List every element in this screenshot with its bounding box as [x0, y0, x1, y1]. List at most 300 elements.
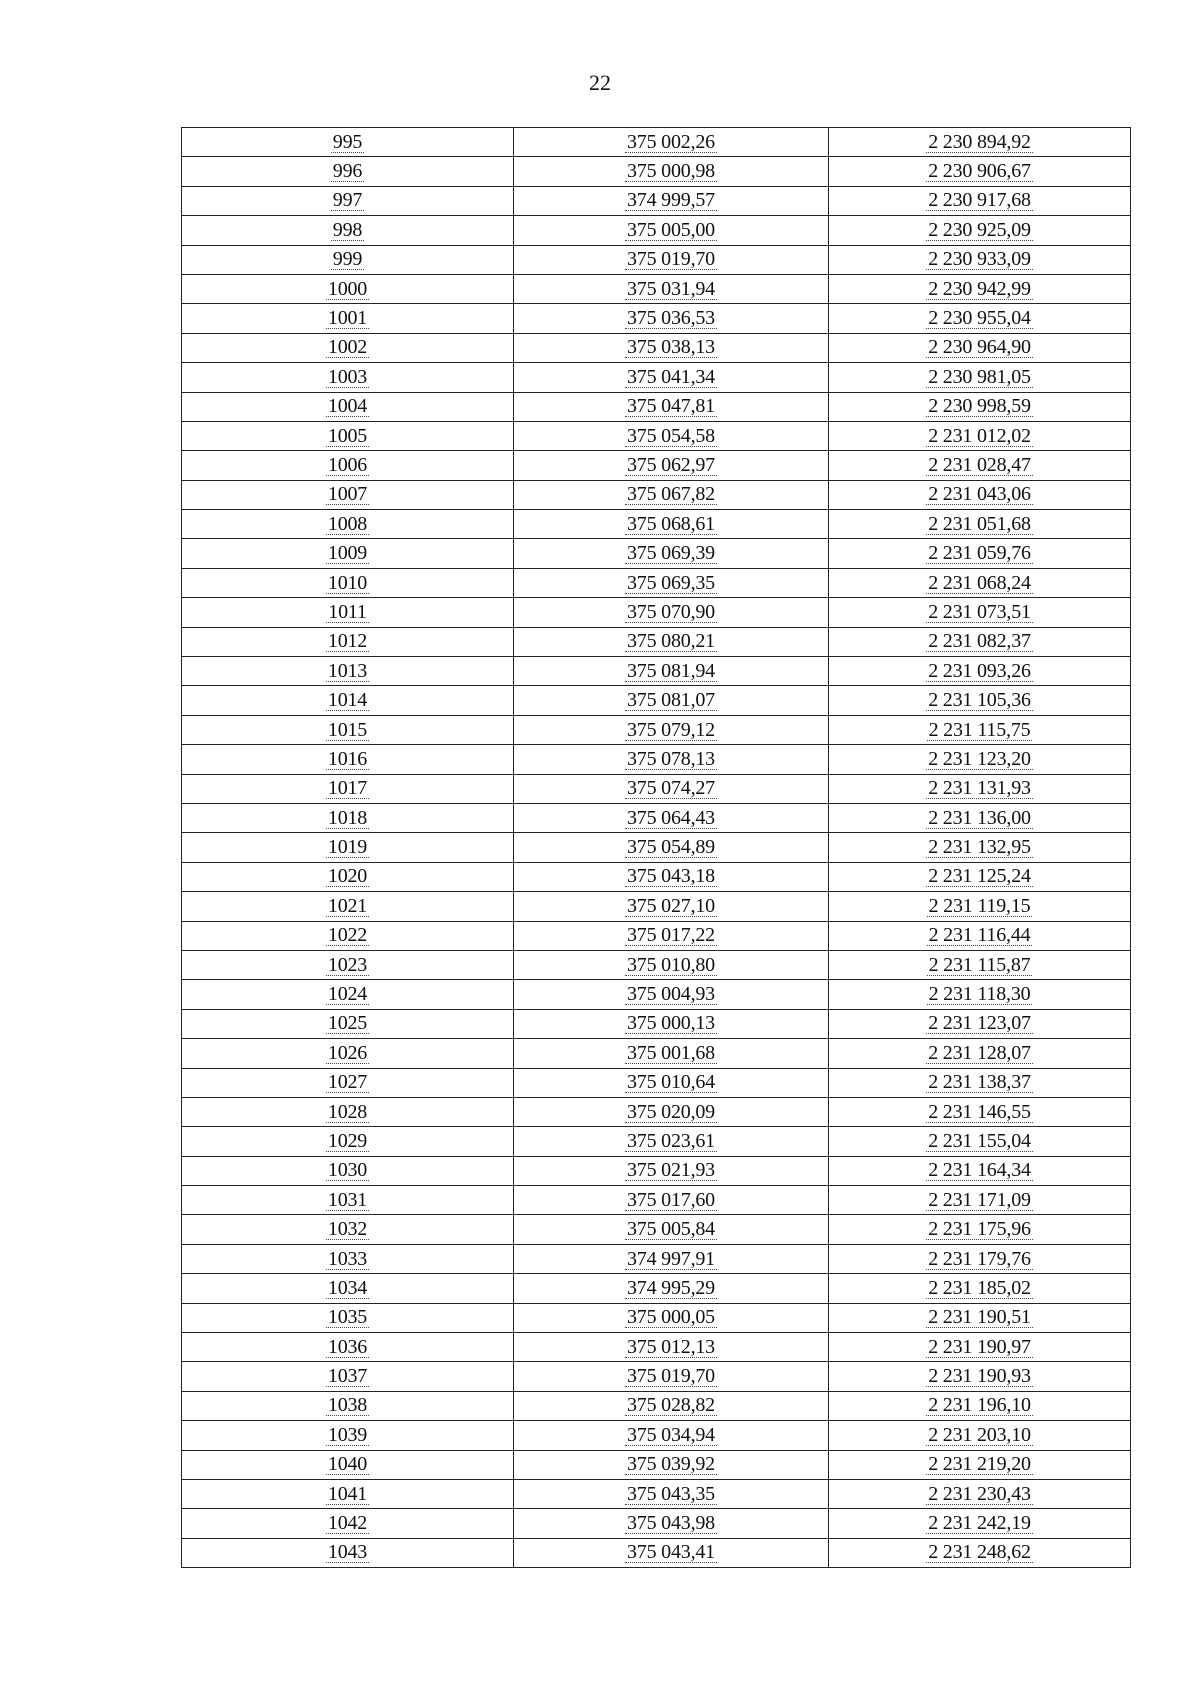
- y-coordinate-cell: [829, 1391, 1131, 1420]
- cell-value: 375 036,53: [626, 307, 715, 330]
- x-coordinate-cell: [514, 950, 829, 979]
- cell-value: 1012: [327, 630, 368, 653]
- y-coordinate-cell: [829, 304, 1131, 333]
- y-coordinate-cell: [829, 1186, 1131, 1215]
- cell-value: 2 231 051,68: [928, 512, 1031, 535]
- point-number-cell: [182, 950, 514, 979]
- cell-value: 375 000,13: [626, 1012, 715, 1035]
- cell-value: 375 010,64: [626, 1071, 715, 1094]
- cell-value: 2 231 203,10: [928, 1423, 1031, 1446]
- cell-value: 2 231 128,07: [928, 1041, 1031, 1064]
- cell-value: 375 054,89: [626, 836, 715, 859]
- cell-value: 375 005,00: [626, 218, 715, 241]
- x-coordinate-cell: [514, 1097, 829, 1126]
- cell-value: 1008: [327, 512, 368, 535]
- cell-value: 375 023,61: [626, 1129, 715, 1152]
- cell-value: 1033: [327, 1247, 368, 1270]
- table-row: [182, 833, 1131, 862]
- table-row: [182, 216, 1131, 245]
- cell-value: 1041: [327, 1482, 368, 1505]
- cell-value: 375 034,94: [626, 1423, 715, 1446]
- cell-value: 2 231 123,07: [928, 1012, 1031, 1035]
- point-number-cell: [182, 686, 514, 715]
- point-number-cell: [182, 1009, 514, 1038]
- point-number-cell: [182, 1274, 514, 1303]
- cell-value: 1006: [327, 453, 368, 476]
- y-coordinate-cell: [829, 1097, 1131, 1126]
- cell-value: 375 001,68: [626, 1041, 715, 1064]
- cell-value: 2 231 190,97: [928, 1335, 1031, 1358]
- cell-value: 1022: [327, 924, 368, 947]
- table-row: [182, 1156, 1131, 1185]
- y-coordinate-cell: [829, 363, 1131, 392]
- cell-value: 1020: [327, 865, 368, 888]
- point-number-cell: [182, 186, 514, 215]
- point-number-cell: [182, 627, 514, 656]
- cell-value: 374 997,91: [626, 1247, 715, 1270]
- cell-value: 375 080,21: [626, 630, 715, 653]
- cell-value: 2 231 190,51: [928, 1306, 1031, 1329]
- cell-value: 1035: [327, 1306, 368, 1329]
- point-number-cell: [182, 216, 514, 245]
- cell-value: 2 230 955,04: [928, 307, 1031, 330]
- table-row: [182, 304, 1131, 333]
- cell-value: 996: [332, 160, 363, 183]
- cell-value: 375 069,35: [626, 571, 715, 594]
- cell-value: 2 231 155,04: [928, 1129, 1031, 1152]
- table-row: [182, 1009, 1131, 1038]
- cell-value: 995: [332, 130, 363, 153]
- cell-value: 375 043,18: [626, 865, 715, 888]
- table-row: [182, 598, 1131, 627]
- cell-value: 2 231 012,02: [928, 424, 1031, 447]
- cell-value: 1015: [327, 718, 368, 741]
- table-row: [182, 451, 1131, 480]
- point-number-cell: [182, 480, 514, 509]
- table-row: [182, 1333, 1131, 1362]
- point-number-cell: [182, 1538, 514, 1567]
- x-coordinate-cell: [514, 568, 829, 597]
- table-row: [182, 186, 1131, 215]
- point-number-cell: [182, 1333, 514, 1362]
- point-number-cell: [182, 451, 514, 480]
- y-coordinate-cell: [829, 1362, 1131, 1391]
- cell-value: 2 231 175,96: [928, 1218, 1031, 1241]
- cell-value: 375 010,80: [626, 953, 715, 976]
- cell-value: 997: [332, 189, 363, 212]
- y-coordinate-cell: [829, 803, 1131, 832]
- table-row: [182, 421, 1131, 450]
- y-coordinate-cell: [829, 274, 1131, 303]
- y-coordinate-cell: [829, 1068, 1131, 1097]
- table-row: [182, 480, 1131, 509]
- cell-value: 1039: [327, 1423, 368, 1446]
- table-row: [182, 1068, 1131, 1097]
- y-coordinate-cell: [829, 216, 1131, 245]
- y-coordinate-cell: [829, 421, 1131, 450]
- y-coordinate-cell: [829, 1274, 1131, 1303]
- x-coordinate-cell: [514, 745, 829, 774]
- cell-value: 375 017,60: [626, 1188, 715, 1211]
- point-number-cell: [182, 1039, 514, 1068]
- point-number-cell: [182, 1450, 514, 1479]
- cell-value: 1014: [327, 689, 368, 712]
- cell-value: 2 231 136,00: [928, 806, 1031, 829]
- x-coordinate-cell: [514, 157, 829, 186]
- point-number-cell: [182, 304, 514, 333]
- point-number-cell: [182, 333, 514, 362]
- cell-value: 375 069,39: [626, 542, 715, 565]
- point-number-cell: [182, 980, 514, 1009]
- cell-value: 1011: [328, 600, 367, 623]
- cell-value: 374 999,57: [626, 189, 715, 212]
- x-coordinate-cell: [514, 803, 829, 832]
- x-coordinate-cell: [514, 363, 829, 392]
- x-coordinate-cell: [514, 686, 829, 715]
- cell-value: 2 231 082,37: [928, 630, 1031, 653]
- cell-value: 375 079,12: [626, 718, 715, 741]
- y-coordinate-cell: [829, 186, 1131, 215]
- cell-value: 2 231 230,43: [928, 1482, 1031, 1505]
- cell-value: 375 038,13: [626, 336, 715, 359]
- cell-value: 375 081,07: [626, 689, 715, 712]
- x-coordinate-cell: [514, 1479, 829, 1508]
- cell-value: 1021: [327, 894, 368, 917]
- x-coordinate-cell: [514, 921, 829, 950]
- cell-value: 2 231 116,44: [928, 924, 1031, 947]
- table-row: [182, 1097, 1131, 1126]
- point-number-cell: [182, 1509, 514, 1538]
- cell-value: 375 054,58: [626, 424, 715, 447]
- table-row: [182, 803, 1131, 832]
- cell-value: 2 231 219,20: [928, 1453, 1031, 1476]
- point-number-cell: [182, 1186, 514, 1215]
- x-coordinate-cell: [514, 128, 829, 157]
- x-coordinate-cell: [514, 627, 829, 656]
- point-number-cell: [182, 657, 514, 686]
- point-number-cell: [182, 715, 514, 744]
- y-coordinate-cell: [829, 1039, 1131, 1068]
- point-number-cell: [182, 510, 514, 539]
- point-number-cell: [182, 598, 514, 627]
- cell-value: 2 231 123,20: [928, 747, 1031, 770]
- cell-value: 998: [332, 218, 363, 241]
- cell-value: 1038: [327, 1394, 368, 1417]
- table-row: [182, 686, 1131, 715]
- cell-value: 1019: [327, 836, 368, 859]
- table-row: [182, 1039, 1131, 1068]
- x-coordinate-cell: [514, 216, 829, 245]
- cell-value: 375 017,22: [626, 924, 715, 947]
- table-row: [182, 1479, 1131, 1508]
- x-coordinate-cell: [514, 510, 829, 539]
- y-coordinate-cell: [829, 1215, 1131, 1244]
- x-coordinate-cell: [514, 333, 829, 362]
- x-coordinate-cell: [514, 480, 829, 509]
- table-row: [182, 921, 1131, 950]
- cell-value: 1043: [327, 1541, 368, 1564]
- cell-value: 375 064,43: [626, 806, 715, 829]
- cell-value: 375 081,94: [626, 659, 715, 682]
- x-coordinate-cell: [514, 1244, 829, 1273]
- y-coordinate-cell: [829, 333, 1131, 362]
- point-number-cell: [182, 539, 514, 568]
- table-row: [182, 1538, 1131, 1567]
- point-number-cell: [182, 862, 514, 891]
- table-row: [182, 245, 1131, 274]
- cell-value: 375 019,70: [626, 248, 715, 271]
- point-number-cell: [182, 1362, 514, 1391]
- y-coordinate-cell: [829, 451, 1131, 480]
- cell-value: 375 047,81: [626, 395, 715, 418]
- cell-value: 1009: [327, 542, 368, 565]
- point-number-cell: [182, 1391, 514, 1420]
- y-coordinate-cell: [829, 480, 1131, 509]
- x-coordinate-cell: [514, 1127, 829, 1156]
- x-coordinate-cell: [514, 833, 829, 862]
- cell-value: 1024: [327, 983, 368, 1006]
- cell-value: 375 068,61: [626, 512, 715, 535]
- cell-value: 1004: [327, 395, 368, 418]
- x-coordinate-cell: [514, 980, 829, 1009]
- x-coordinate-cell: [514, 1009, 829, 1038]
- cell-value: 1005: [327, 424, 368, 447]
- cell-value: 375 067,82: [626, 483, 715, 506]
- table-row: [182, 745, 1131, 774]
- cell-value: 1003: [327, 365, 368, 388]
- y-coordinate-cell: [829, 1450, 1131, 1479]
- table-row: [182, 363, 1131, 392]
- y-coordinate-cell: [829, 833, 1131, 862]
- cell-value: 2 231 059,76: [928, 542, 1031, 565]
- x-coordinate-cell: [514, 186, 829, 215]
- cell-value: 2 230 906,67: [928, 160, 1031, 183]
- cell-value: 2 231 171,09: [928, 1188, 1031, 1211]
- table-row: [182, 274, 1131, 303]
- cell-value: 1037: [327, 1365, 368, 1388]
- table-row: [182, 539, 1131, 568]
- x-coordinate-cell: [514, 1421, 829, 1450]
- cell-value: 375 074,27: [626, 777, 715, 800]
- cell-value: 375 062,97: [626, 453, 715, 476]
- cell-value: 375 004,93: [626, 983, 715, 1006]
- point-number-cell: [182, 1068, 514, 1097]
- cell-value: 375 000,05: [626, 1306, 715, 1329]
- y-coordinate-cell: [829, 1156, 1131, 1185]
- cell-value: 2 231 138,37: [928, 1071, 1031, 1094]
- cell-value: 2 230 964,90: [928, 336, 1031, 359]
- table-row: [182, 1391, 1131, 1420]
- y-coordinate-cell: [829, 1127, 1131, 1156]
- x-coordinate-cell: [514, 1509, 829, 1538]
- y-coordinate-cell: [829, 1303, 1131, 1332]
- cell-value: 374 995,29: [626, 1276, 715, 1299]
- x-coordinate-cell: [514, 1303, 829, 1332]
- x-coordinate-cell: [514, 1391, 829, 1420]
- cell-value: 2 231 043,06: [928, 483, 1031, 506]
- y-coordinate-cell: [829, 715, 1131, 744]
- cell-value: 1028: [327, 1100, 368, 1123]
- y-coordinate-cell: [829, 598, 1131, 627]
- cell-value: 2 231 132,95: [928, 836, 1031, 859]
- cell-value: 375 027,10: [626, 894, 715, 917]
- point-number-cell: [182, 274, 514, 303]
- table-row: [182, 862, 1131, 891]
- table-row: [182, 980, 1131, 1009]
- cell-value: 375 012,13: [626, 1335, 715, 1358]
- table-row: [182, 657, 1131, 686]
- x-coordinate-cell: [514, 657, 829, 686]
- cell-value: 1017: [327, 777, 368, 800]
- table-row: [182, 627, 1131, 656]
- point-number-cell: [182, 1244, 514, 1273]
- cell-value: 375 043,98: [626, 1512, 715, 1535]
- cell-value: 375 028,82: [626, 1394, 715, 1417]
- table-row: [182, 1186, 1131, 1215]
- y-coordinate-cell: [829, 980, 1131, 1009]
- point-number-cell: [182, 363, 514, 392]
- cell-value: 1001: [327, 307, 368, 330]
- cell-value: 1013: [327, 659, 368, 682]
- cell-value: 2 230 942,99: [928, 277, 1031, 300]
- x-coordinate-cell: [514, 421, 829, 450]
- x-coordinate-cell: [514, 392, 829, 421]
- x-coordinate-cell: [514, 715, 829, 744]
- y-coordinate-cell: [829, 392, 1131, 421]
- table-row: [182, 1362, 1131, 1391]
- x-coordinate-cell: [514, 1538, 829, 1567]
- cell-value: 375 021,93: [626, 1159, 715, 1182]
- cell-value: 2 230 933,09: [928, 248, 1031, 271]
- table-row: [182, 1450, 1131, 1479]
- cell-value: 375 043,41: [626, 1541, 715, 1564]
- x-coordinate-cell: [514, 1362, 829, 1391]
- x-coordinate-cell: [514, 892, 829, 921]
- point-number-cell: [182, 1097, 514, 1126]
- cell-value: 2 231 179,76: [928, 1247, 1031, 1270]
- cell-value: 2 231 131,93: [928, 777, 1031, 800]
- y-coordinate-cell: [829, 1479, 1131, 1508]
- point-number-cell: [182, 1421, 514, 1450]
- y-coordinate-cell: [829, 510, 1131, 539]
- cell-value: 375 019,70: [626, 1365, 715, 1388]
- table-row: [182, 1509, 1131, 1538]
- cell-value: 1016: [327, 747, 368, 770]
- y-coordinate-cell: [829, 568, 1131, 597]
- point-number-cell: [182, 921, 514, 950]
- x-coordinate-cell: [514, 598, 829, 627]
- page-number: 22: [589, 70, 611, 95]
- table-row: [182, 128, 1131, 157]
- cell-value: 1042: [327, 1512, 368, 1535]
- y-coordinate-cell: [829, 745, 1131, 774]
- y-coordinate-cell: [829, 1009, 1131, 1038]
- y-coordinate-cell: [829, 1509, 1131, 1538]
- y-coordinate-cell: [829, 862, 1131, 891]
- cell-value: 375 041,34: [626, 365, 715, 388]
- y-coordinate-cell: [829, 627, 1131, 656]
- table-row: [182, 392, 1131, 421]
- point-number-cell: [182, 745, 514, 774]
- y-coordinate-cell: [829, 686, 1131, 715]
- cell-value: 375 070,90: [626, 600, 715, 623]
- y-coordinate-cell: [829, 1421, 1131, 1450]
- y-coordinate-cell: [829, 892, 1131, 921]
- cell-value: 1031: [327, 1188, 368, 1211]
- coordinates-table-body: [182, 128, 1131, 1568]
- x-coordinate-cell: [514, 774, 829, 803]
- y-coordinate-cell: [829, 128, 1131, 157]
- y-coordinate-cell: [829, 157, 1131, 186]
- cell-value: 2 231 196,10: [928, 1394, 1031, 1417]
- cell-value: 2 230 917,68: [928, 189, 1031, 212]
- cell-value: 2 230 981,05: [928, 365, 1031, 388]
- cell-value: 2 231 093,26: [928, 659, 1031, 682]
- cell-value: 2 231 115,75: [928, 718, 1031, 741]
- point-number-cell: [182, 833, 514, 862]
- cell-value: 2 231 118,30: [928, 983, 1031, 1006]
- x-coordinate-cell: [514, 1274, 829, 1303]
- cell-value: 1018: [327, 806, 368, 829]
- cell-value: 375 031,94: [626, 277, 715, 300]
- cell-value: 2 230 925,09: [928, 218, 1031, 241]
- point-number-cell: [182, 803, 514, 832]
- cell-value: 2 231 068,24: [928, 571, 1031, 594]
- table-row: [182, 950, 1131, 979]
- point-number-cell: [182, 774, 514, 803]
- x-coordinate-cell: [514, 1068, 829, 1097]
- cell-value: 375 002,26: [626, 130, 715, 153]
- y-coordinate-cell: [829, 1538, 1131, 1567]
- x-coordinate-cell: [514, 304, 829, 333]
- point-number-cell: [182, 421, 514, 450]
- cell-value: 2 231 242,19: [928, 1512, 1031, 1535]
- x-coordinate-cell: [514, 245, 829, 274]
- cell-value: 2 231 248,62: [928, 1541, 1031, 1564]
- table-row: [182, 157, 1131, 186]
- cell-value: 1023: [327, 953, 368, 976]
- cell-value: 2 231 146,55: [928, 1100, 1031, 1123]
- cell-value: 999: [332, 248, 363, 271]
- cell-value: 1002: [327, 336, 368, 359]
- table-row: [182, 774, 1131, 803]
- cell-value: 2 231 164,34: [928, 1159, 1031, 1182]
- cell-value: 2 231 028,47: [928, 453, 1031, 476]
- cell-value: 2 230 894,92: [928, 130, 1031, 153]
- cell-value: 1029: [327, 1129, 368, 1152]
- cell-value: 2 231 073,51: [928, 600, 1031, 623]
- cell-value: 1030: [327, 1159, 368, 1182]
- cell-value: 2 231 185,02: [928, 1276, 1031, 1299]
- cell-value: 1025: [327, 1012, 368, 1035]
- y-coordinate-cell: [829, 950, 1131, 979]
- cell-value: 1032: [327, 1218, 368, 1241]
- x-coordinate-cell: [514, 1156, 829, 1185]
- table-row: [182, 892, 1131, 921]
- point-number-cell: [182, 1156, 514, 1185]
- coordinates-table: [181, 127, 1131, 1568]
- table-row: [182, 1215, 1131, 1244]
- cell-value: 375 005,84: [626, 1218, 715, 1241]
- cell-value: 2 231 190,93: [928, 1365, 1031, 1388]
- point-number-cell: [182, 128, 514, 157]
- table-row: [182, 1274, 1131, 1303]
- cell-value: 1026: [327, 1041, 368, 1064]
- cell-value: 1007: [327, 483, 368, 506]
- table-row: [182, 510, 1131, 539]
- cell-value: 375 039,92: [626, 1453, 715, 1476]
- table-row: [182, 333, 1131, 362]
